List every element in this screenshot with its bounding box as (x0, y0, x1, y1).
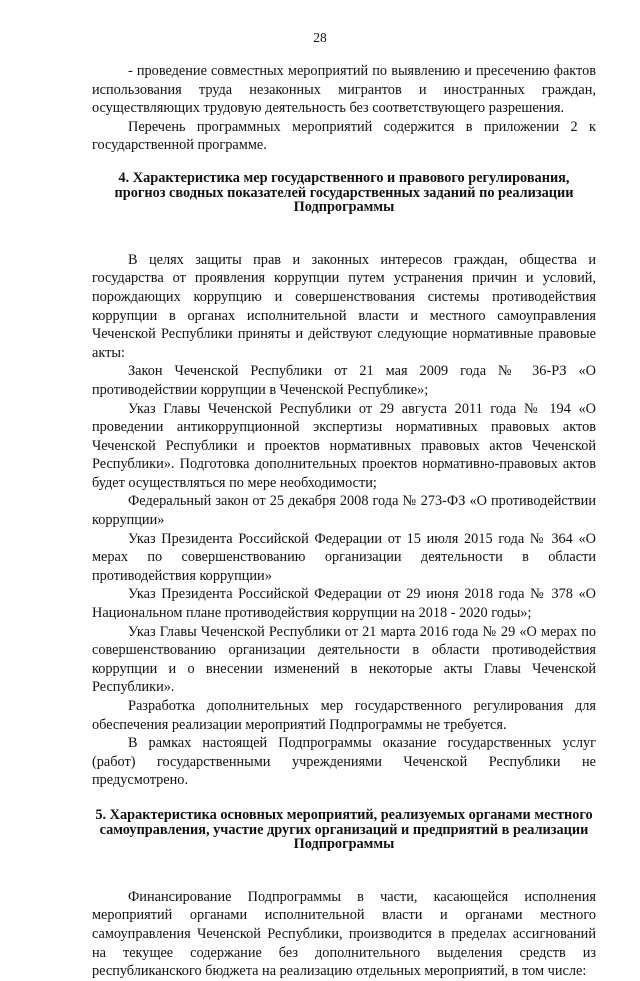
paragraph: Указ Президента Российской Федерации от 15 июля 2015 года № 364 «О мерах по совершенствованию организации деятельности в области противодействия коррупции» (92, 530, 596, 584)
paragraph: Финансирование Подпрограммы в части, касающейся исполнения мероприятий органами исполнительной власти и органами местного самоуправления Чеченской Республики, производится в пределах ассигнований на текущее содержание без дополнительного выделения средств из республиканского бюджета на реализацию отдельных мероприятий, в том числе: (92, 888, 596, 980)
paragraph: Разработка дополнительных мер государственного регулирования для обеспечения реализации мероприятий Подпрограммы не требуется. (92, 698, 596, 733)
paragraph: Указ Главы Чеченской Республики от 21 марта 2016 года № 29 «О мерах по совершенствованию организации деятельности в области противодействия коррупции и о внесении изменений в некоторые акты Главы Чеченской Республики». (92, 623, 596, 696)
paragraph: - проведение совместных мероприятий по выявлению и пресечению фактов использования труда незаконных мигрантов и иностранных граждан, осуществляющих трудовую деятельность без соответствующего разрешения. (92, 63, 596, 117)
paragraph: Федеральный закон от 25 декабря 2008 года № 273-ФЗ «О противодействии коррупции» (92, 493, 596, 529)
page-number: 28 (313, 30, 327, 45)
paragraph: Указ Главы Чеченской Республики от 29 августа 2011 года № 194 «О проведении антикоррупционной экспертизы нормативных правовых актов Чеченской Республики и проектов нормативных правовых актов Чеченской Республики». Подготовка дополнительных проектов нормативно-правовых актов будет осуществляться по мере необходимости; (92, 400, 596, 491)
page-content (92, 62, 596, 981)
paragraph: Указ Президента Российской Федерации от 29 июня 2018 года № 378 «О Национальном плане противодействия коррупции на 2018 - 2020 годы»; (92, 586, 596, 622)
paragraph: В рамках настоящей Подпрограммы оказание государственных услуг (работ) государственными учреждениями Чеченской Республики не предусмотрено. (92, 735, 596, 789)
paragraph: Закон Чеченской Республики от 21 мая 2009 года № 36-РЗ «О противодействии коррупции в Чеченской Республике»; (92, 363, 596, 398)
paragraph: В целях защиты прав и законных интересов граждан, общества и государства от проявления коррупции путем устранения причин и условий, порождающих коррупцию и совершенствования системы противодействия коррупции в органах исполнительной власти и местного самоуправления Чеченской Республики приняты и действуют следующие нормативные правовые акты: (92, 251, 596, 361)
section-4-heading: 4. Характеристика мер государственного и правового регулирования, прогноз сводных показателей государственных заданий по реализации Подпрограммы (114, 169, 574, 216)
paragraph: Перечень программных мероприятий содержится в приложении 2 к государственной программе. (92, 118, 596, 154)
section-5-heading: 5. Характеристика основных мероприятий, реализуемых органами местного самоуправления, участие других организаций и предприятий в реализации Подпрограммы (95, 806, 593, 853)
